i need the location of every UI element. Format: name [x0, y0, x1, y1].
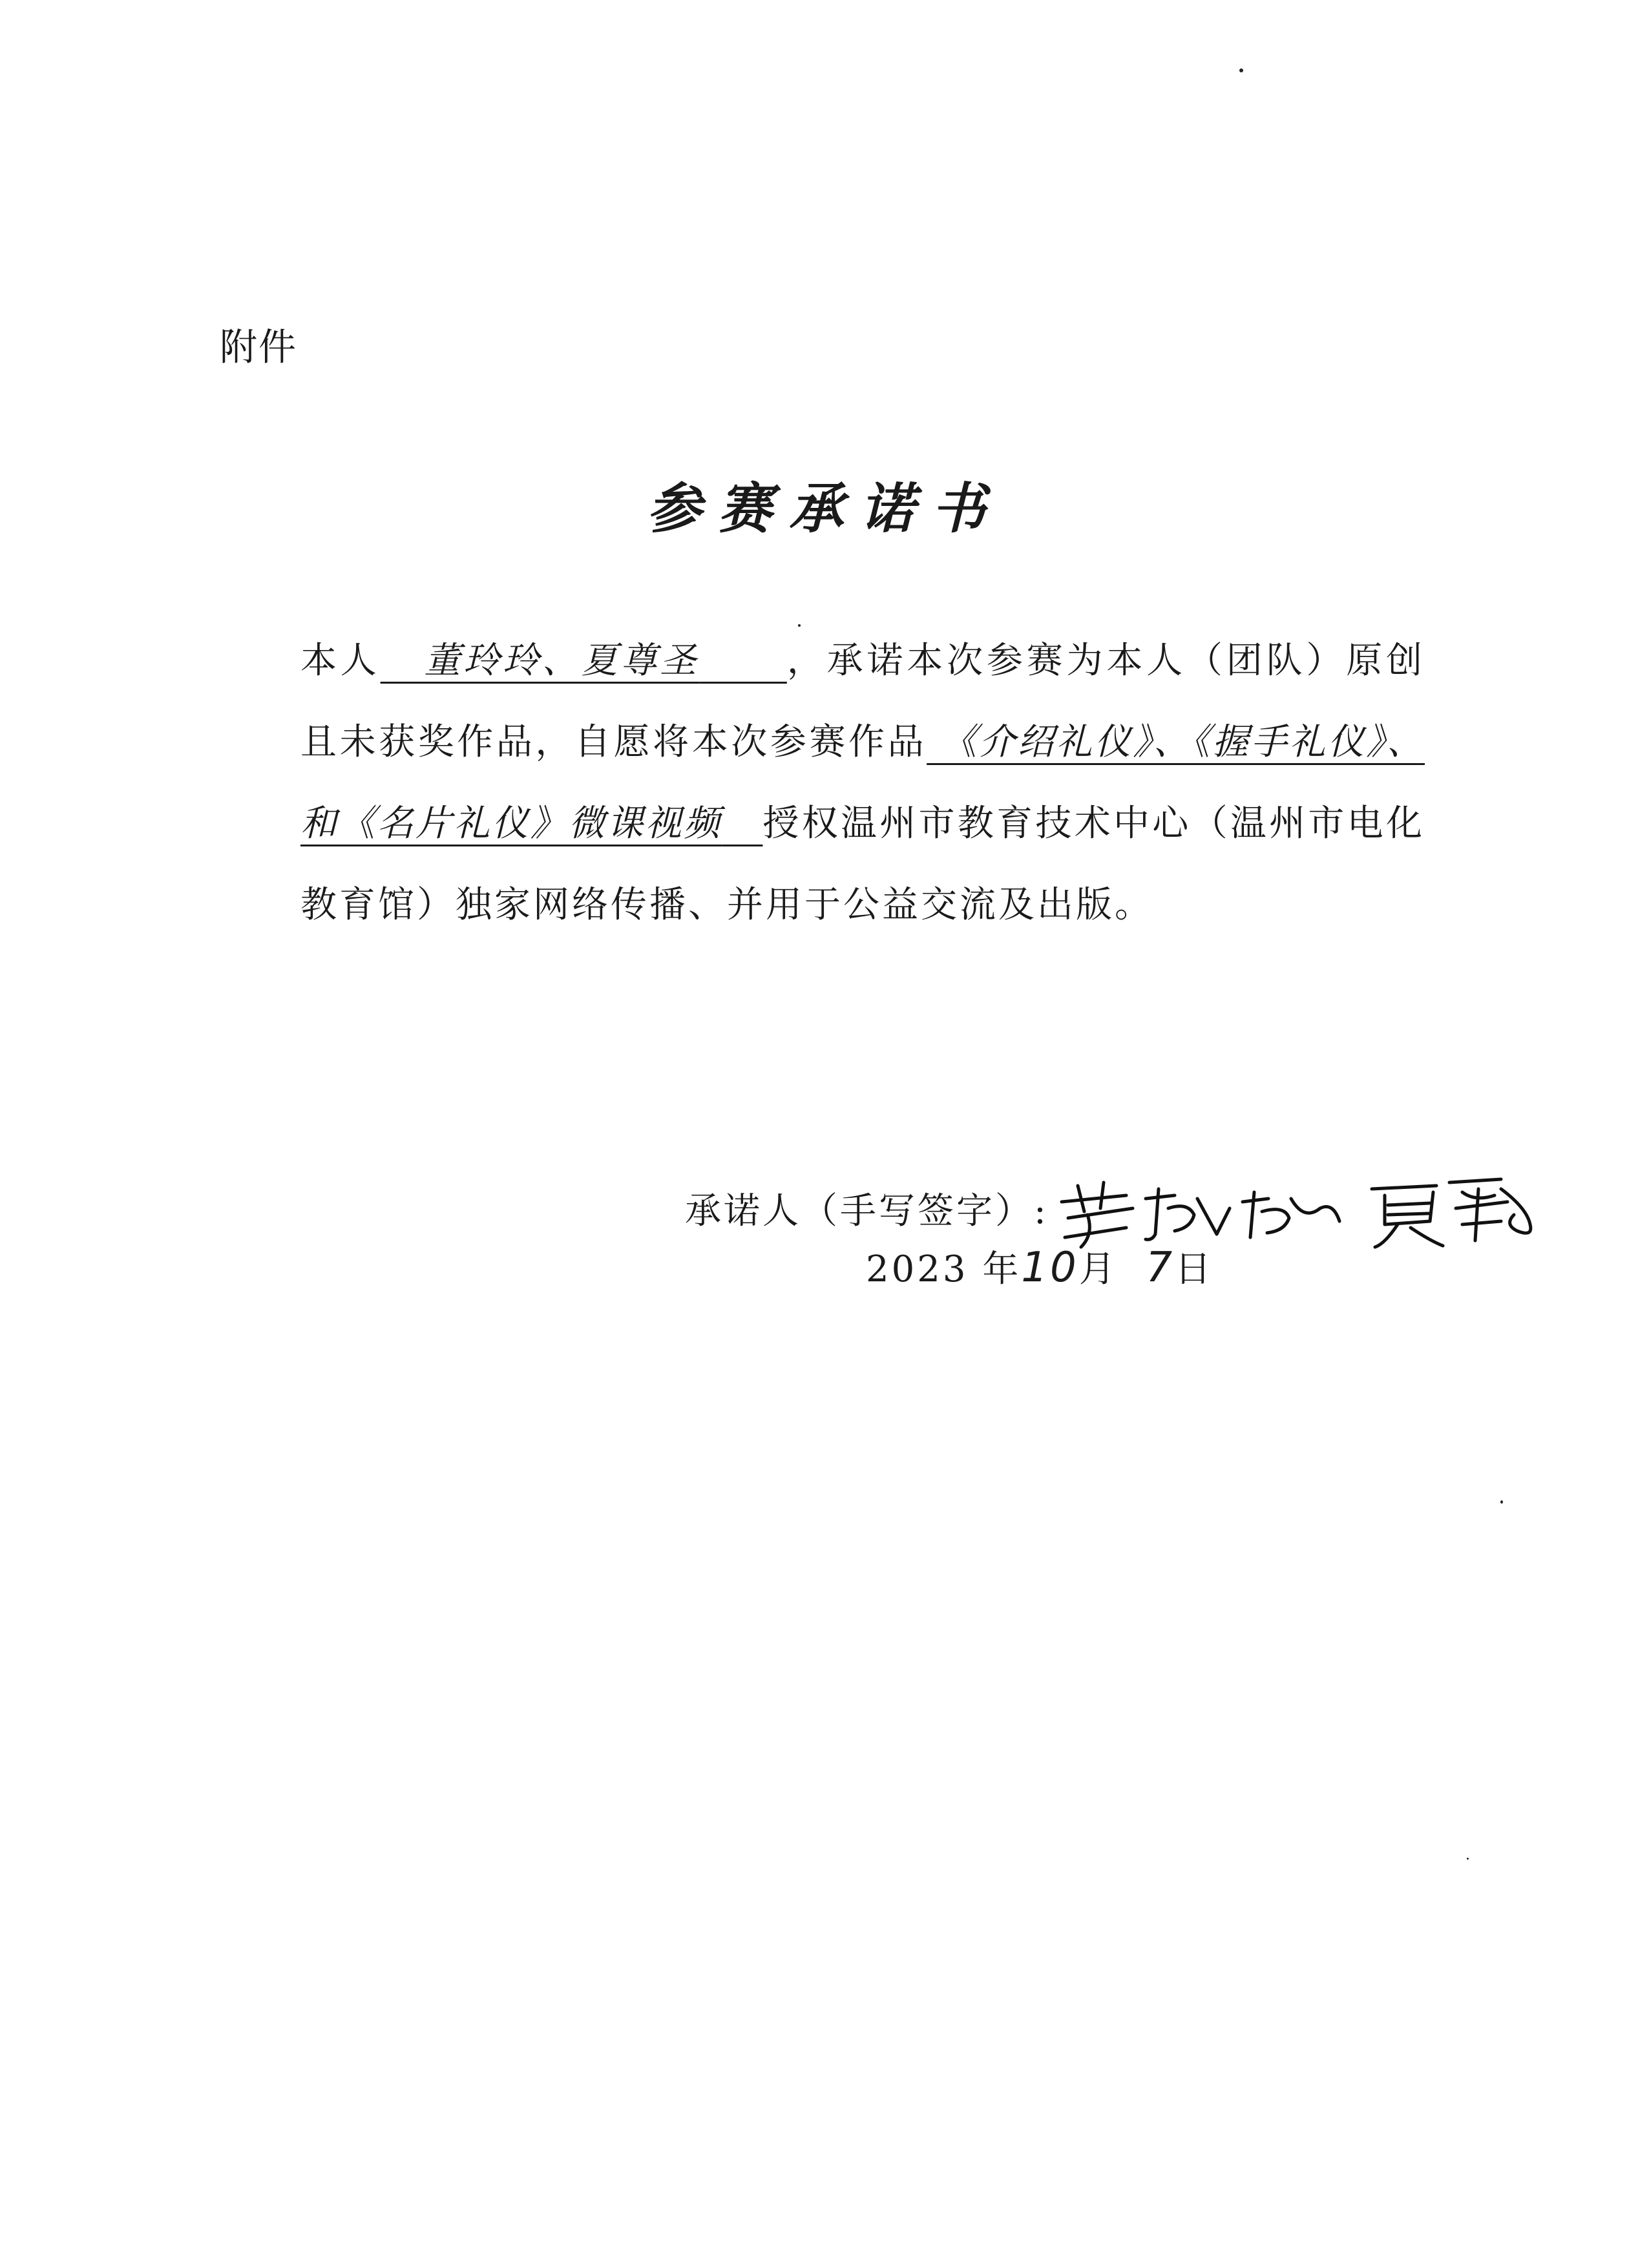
signature-label: 承诺人（手写签字）:: [685, 1190, 1049, 1232]
works-title-value: 《介绍礼仪》、《握手礼仪》、和《名片礼仪》微课视频: [300, 721, 1425, 845]
commitment-paragraph: [223, 620, 1425, 946]
date-row: [866, 1241, 1213, 1292]
scan-speck: [1500, 1500, 1503, 1504]
page-title: 参赛承诺书: [646, 476, 1002, 540]
handwritten-signature: [1049, 1163, 1540, 1254]
date-year: 2023: [866, 1248, 969, 1290]
date-year-char: 年: [982, 1248, 1022, 1290]
text-segment: 授权温州市教育技术中心（温州市电化教育馆）独家网络传播、并用于公益交流及出版。: [300, 803, 1425, 926]
date-month-handwritten: 10: [1021, 1244, 1079, 1292]
date-day-handwritten: 7: [1146, 1244, 1175, 1292]
text-segment: ，承诺本次参赛为本人（团队）原创且未获奖作品，自愿将本次参赛作品: [300, 640, 1425, 763]
signature-row: [685, 1163, 1540, 1254]
date-month-char: 月: [1078, 1248, 1118, 1290]
participant-names-value: 董玲玲、夏尊圣: [424, 640, 700, 682]
scan-speck: [1467, 1858, 1469, 1860]
attachment-label: 附件: [220, 325, 298, 369]
participant-names: [381, 640, 787, 682]
scan-speck: [1239, 68, 1243, 72]
date-day-char: 日: [1175, 1248, 1214, 1290]
text-segment: 本人: [300, 640, 381, 682]
